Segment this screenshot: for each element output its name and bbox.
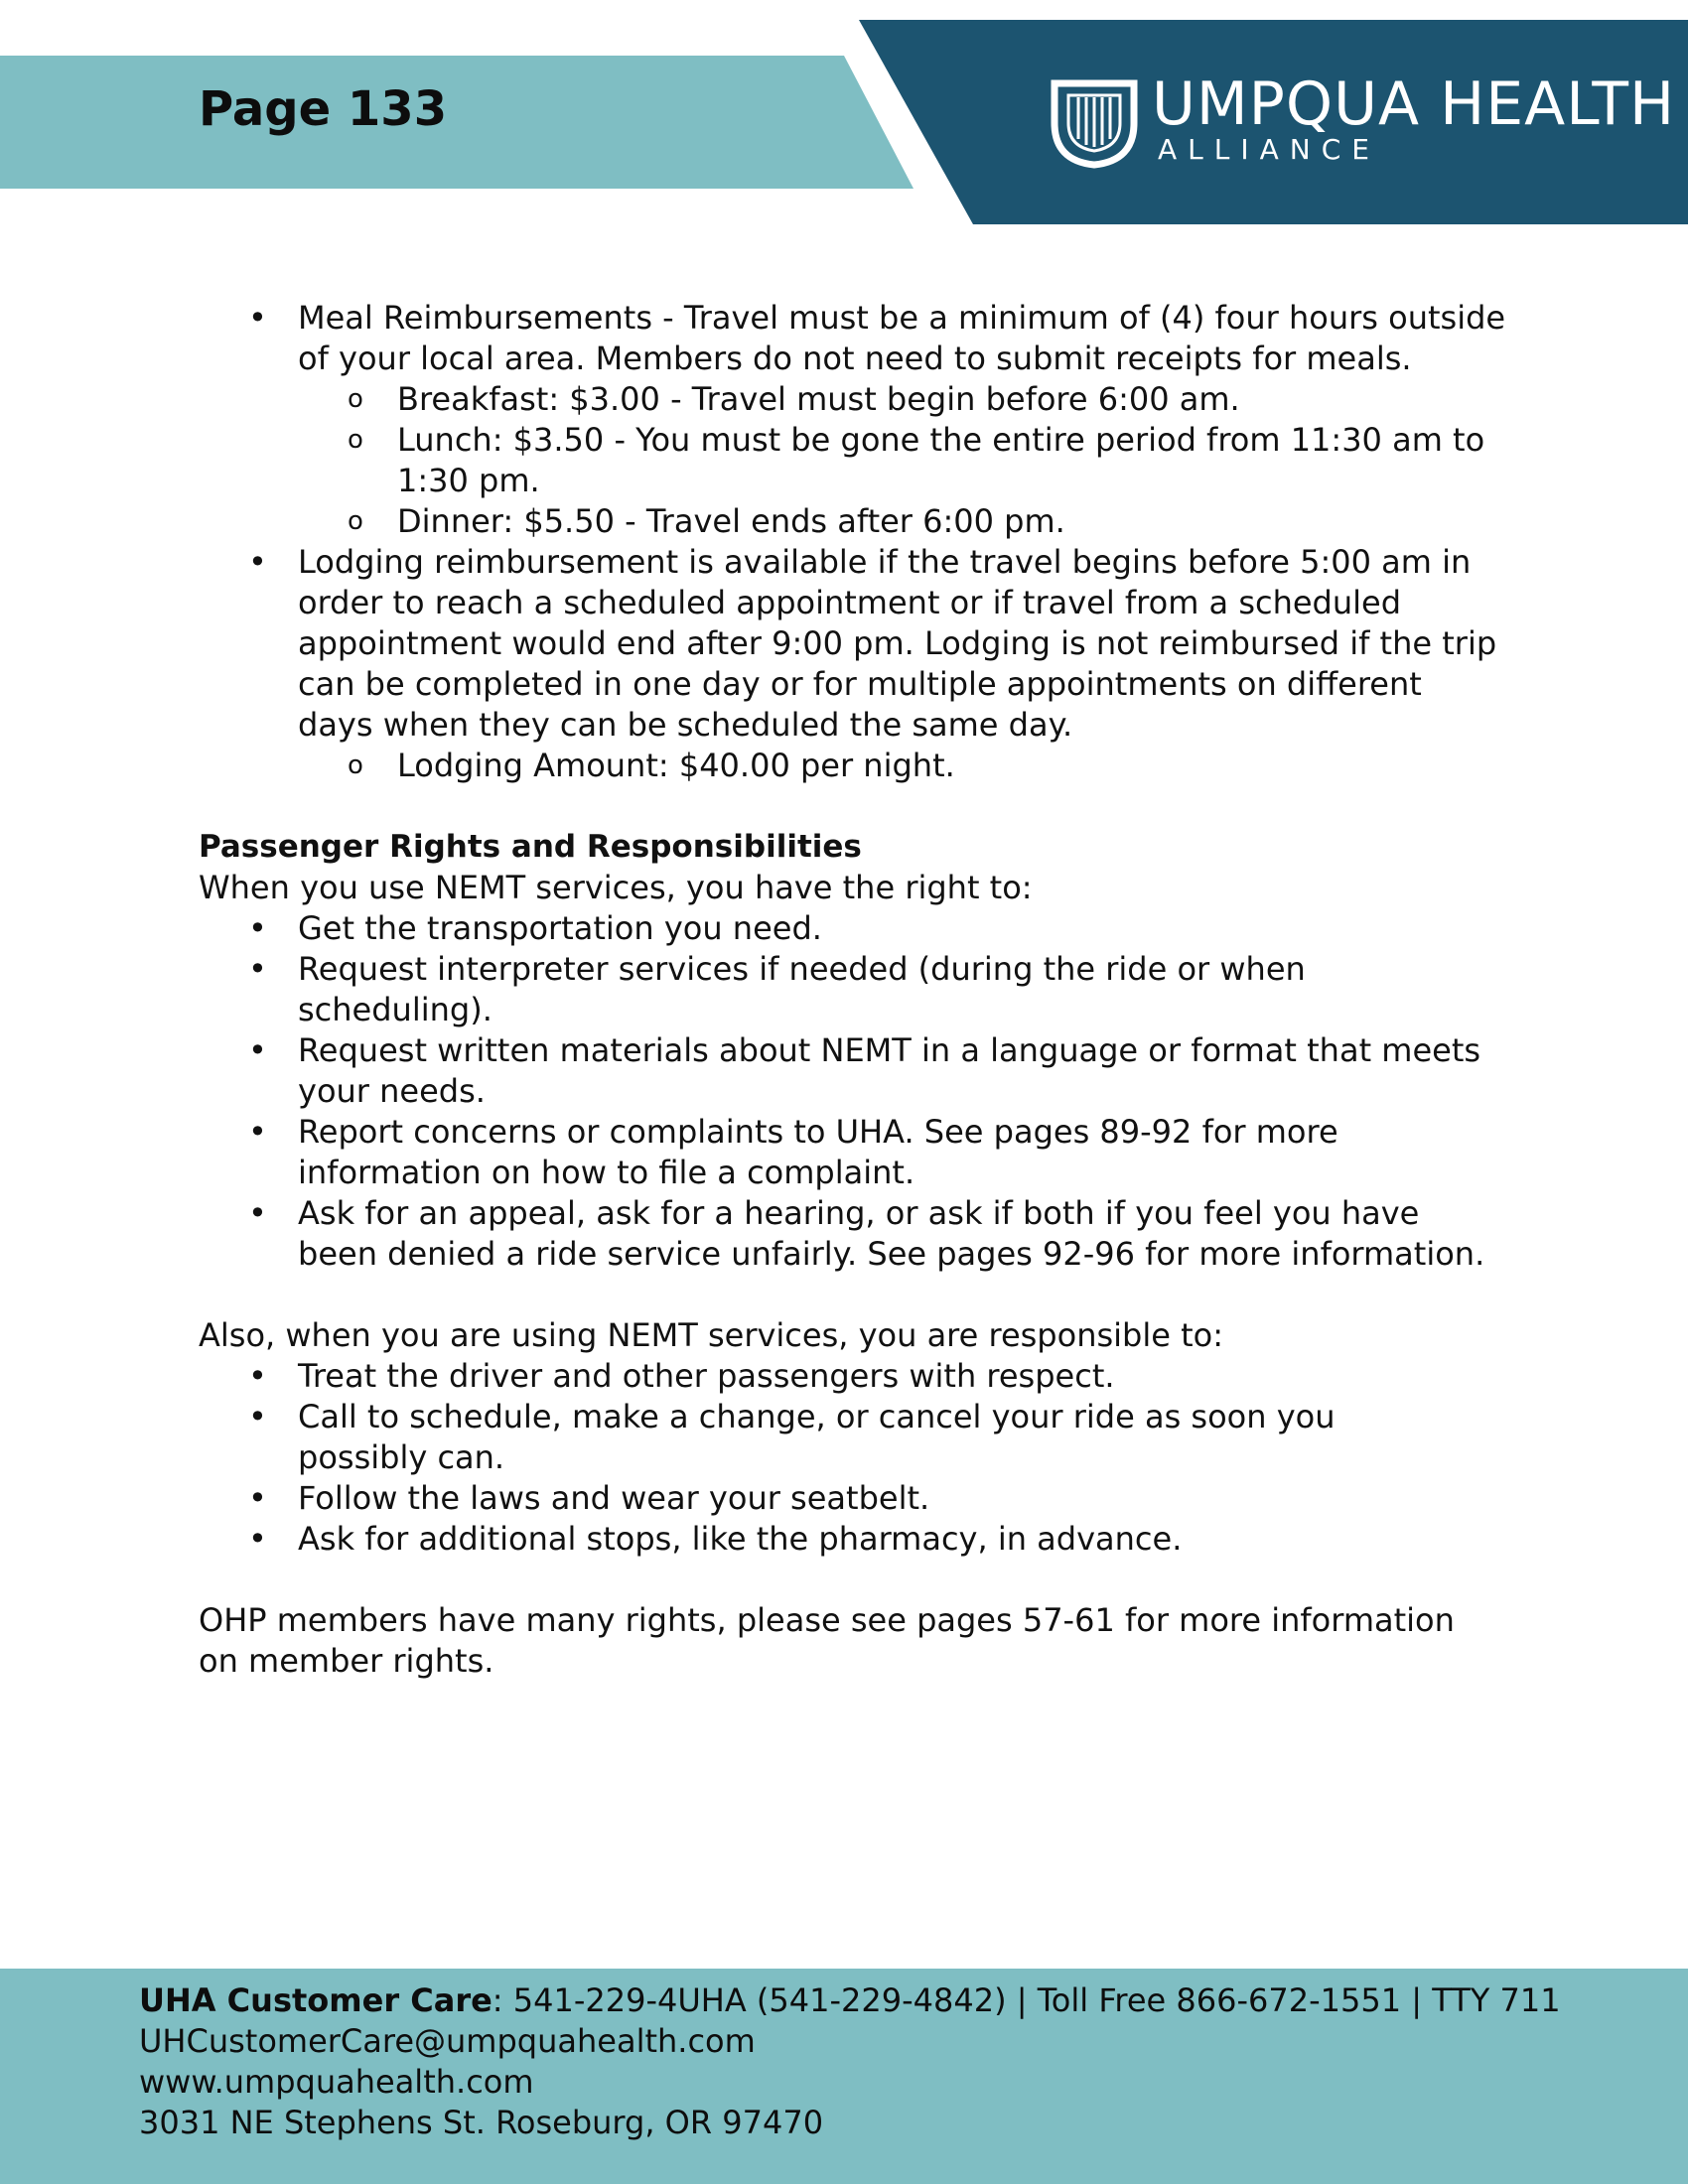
list-item-text: Request interpreter services if needed (during the ride or when xyxy=(298,950,1306,988)
list-item xyxy=(199,1478,1519,1519)
rights-intro: When you use NEMT services, you have the right to: xyxy=(199,869,1033,906)
list-item-text: Follow the laws and wear your seatbelt. xyxy=(298,1479,930,1517)
list-item-text: Get the transportation you need. xyxy=(298,909,822,947)
list-item xyxy=(199,1030,1519,1112)
list-item xyxy=(199,1519,1519,1560)
list-item-text: Ask for additional stops, like the pharmacy, in advance. xyxy=(298,1520,1183,1558)
page-number: Page 133 xyxy=(199,81,448,137)
list-item-text: scheduling). xyxy=(298,991,492,1028)
footer-email[interactable]: UHCustomerCare@umpquahealth.com xyxy=(139,2022,756,2060)
footer xyxy=(0,1969,1688,2184)
list-item-text: Ask for an appeal, ask for a hearing, or ask if both if you feel you have xyxy=(298,1194,1420,1232)
list-item xyxy=(199,1112,1519,1193)
circle-bullet-icon: o xyxy=(348,506,363,536)
brand-subtitle: ALLIANCE xyxy=(1158,133,1380,166)
responsibilities-intro: Also, when you are using NEMT services, you are responsible to: xyxy=(199,1316,1223,1354)
header-band xyxy=(0,56,914,189)
list-item xyxy=(199,1397,1519,1478)
responsibilities-list xyxy=(199,1356,1519,1560)
lodging-amount-text: Lodging Amount: $40.00 per night. xyxy=(397,747,955,784)
bullet-icon: • xyxy=(248,1031,267,1069)
lunch-line-1: Lunch: $3.50 - You must be gone the entire period from 11:30 am to xyxy=(397,421,1485,459)
lunch-line-2: 1:30 pm. xyxy=(397,462,540,499)
sub-item-lodging-amount xyxy=(199,746,1519,786)
circle-bullet-icon: o xyxy=(348,384,363,414)
list-item xyxy=(199,949,1519,1030)
section-heading: Passenger Rights and Responsibilities xyxy=(199,829,862,865)
list-item-text: been denied a ride service unfairly. See pages 92-96 for more information. xyxy=(298,1235,1485,1273)
lodging-line-4: can be completed in one day or for multiple appointments on different xyxy=(298,665,1422,703)
sub-item-breakfast xyxy=(199,379,1519,420)
meal-line-1: Meal Reimbursements - Travel must be a minimum of (4) four hours outside xyxy=(298,299,1506,337)
page-content xyxy=(199,298,1519,1682)
bullet-icon: • xyxy=(248,1357,267,1395)
list-item-meal xyxy=(199,298,1519,379)
customer-care-phones: : 541-229-4UHA (541-229-4842) | Toll Free 866-672-1551 | TTY 711 xyxy=(492,1981,1561,2019)
list-item xyxy=(199,1356,1519,1397)
brand-name: UMPQUA HEALTH xyxy=(1152,69,1676,139)
bullet-icon: • xyxy=(248,1113,267,1151)
reimbursement-list xyxy=(199,298,1519,786)
circle-bullet-icon: o xyxy=(348,751,363,780)
customer-care-label: UHA Customer Care xyxy=(139,1981,492,2019)
list-item-text: Treat the driver and other passengers with respect. xyxy=(298,1357,1115,1395)
bullet-icon: • xyxy=(248,1479,267,1517)
list-item-text: information on how to file a complaint. xyxy=(298,1154,915,1191)
circle-bullet-icon: o xyxy=(348,425,363,455)
lodging-line-1: Lodging reimbursement is available if the travel begins before 5:00 am in xyxy=(298,543,1472,581)
list-item-text: your needs. xyxy=(298,1072,486,1110)
bullet-icon: • xyxy=(248,299,267,337)
meal-line-2: of your local area. Members do not need to submit receipts for meals. xyxy=(298,340,1412,377)
bullet-icon: • xyxy=(248,909,267,947)
rights-list xyxy=(199,908,1519,1275)
list-item-text: possibly can. xyxy=(298,1438,505,1476)
bullet-icon: • xyxy=(248,543,267,581)
lodging-line-2: order to reach a scheduled appointment or if travel from a scheduled xyxy=(298,584,1402,621)
bullet-icon: • xyxy=(248,1398,267,1435)
footer-address: 3031 NE Stephens St. Roseburg, OR 97470 xyxy=(139,2104,824,2141)
list-item xyxy=(199,908,1519,949)
closing-line-1: OHP members have many rights, please see pages 57-61 for more information xyxy=(199,1601,1455,1639)
sub-item-dinner xyxy=(199,501,1519,542)
umpqua-logo-icon xyxy=(1047,73,1142,169)
lodging-line-5: days when they can be scheduled the same day. xyxy=(298,706,1073,744)
bullet-icon: • xyxy=(248,1520,267,1558)
list-item-text: Report concerns or complaints to UHA. See pages 89-92 for more xyxy=(298,1113,1338,1151)
footer-website[interactable]: www.umpquahealth.com xyxy=(139,2063,534,2101)
list-item-text: Call to schedule, make a change, or cancel your ride as soon you xyxy=(298,1398,1336,1435)
bullet-icon: • xyxy=(248,1194,267,1232)
closing-line-2: on member rights. xyxy=(199,1642,494,1680)
list-item-text: Request written materials about NEMT in a language or format that meets xyxy=(298,1031,1481,1069)
lodging-line-3: appointment would end after 9:00 pm. Lodging is not reimbursed if the trip xyxy=(298,624,1497,662)
footer-phone-line xyxy=(139,1980,1561,2021)
bullet-icon: • xyxy=(248,950,267,988)
sub-item-lunch xyxy=(199,420,1519,501)
dinner-text: Dinner: $5.50 - Travel ends after 6:00 pm. xyxy=(397,502,1065,540)
breakfast-text: Breakfast: $3.00 - Travel must begin before 6:00 am. xyxy=(397,380,1240,418)
list-item xyxy=(199,1193,1519,1275)
list-item-lodging xyxy=(199,542,1519,746)
footer-contact xyxy=(139,1980,1561,2143)
